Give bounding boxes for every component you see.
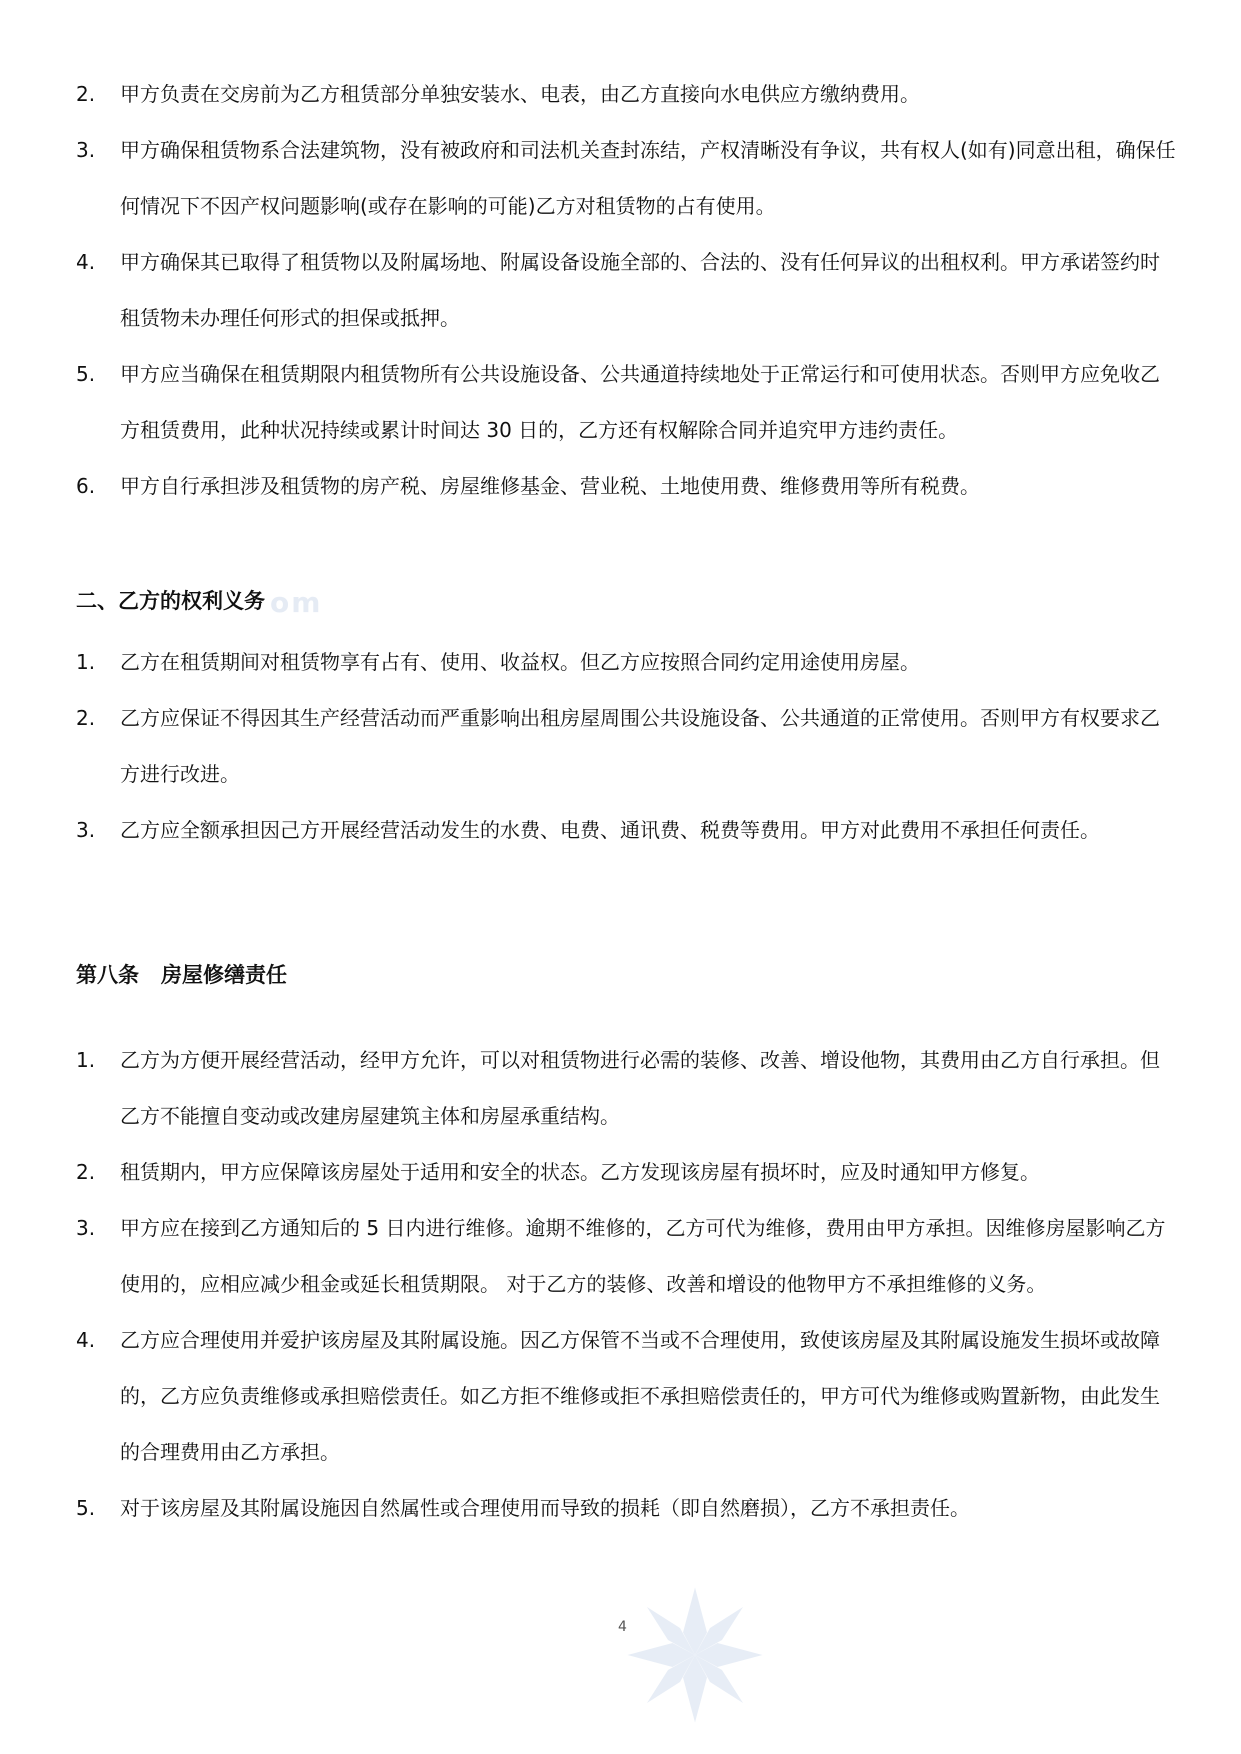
item-number: 2. — [76, 1160, 96, 1184]
list-item — [76, 346, 1176, 458]
article-title: 房屋修缮责任 — [161, 963, 287, 987]
list-item — [76, 234, 1176, 346]
party-b-obligations-list — [76, 634, 1176, 858]
list-item — [76, 458, 1176, 514]
item-number: 2. — [76, 706, 96, 730]
item-number: 3. — [76, 818, 96, 842]
item-text: 租赁期内，甲方应保障该房屋处于适用和安全的状态。乙方发现该房屋有损坏时，应及时通知甲方修复。 — [120, 1160, 1040, 1184]
list-item — [76, 1312, 1176, 1480]
article-number: 第八条 — [76, 963, 139, 987]
list-item — [76, 690, 1176, 802]
list-item — [76, 122, 1176, 234]
list-item — [76, 1200, 1176, 1312]
item-number: 5. — [76, 1496, 96, 1520]
list-item — [76, 1480, 1176, 1536]
item-text: 对于该房屋及其附属设施因自然属性或合理使用而导致的损耗（即自然磨损），乙方不承担责任。 — [120, 1496, 970, 1520]
section-heading-party-b: 二、乙方的权利义务 — [76, 589, 265, 613]
list-item — [76, 802, 1176, 858]
snowflake-watermark-icon — [620, 1580, 770, 1730]
item-number: 6. — [76, 474, 96, 498]
item-text: 甲方确保其已取得了租赁物以及附属场地、附属设备设施全部的、合法的、没有任何异议的出租权利。甲方承诺签约时租赁物未办理任何形式的担保或抵押。 — [120, 250, 1160, 330]
item-text: 乙方应全额承担因己方开展经营活动发生的水费、电费、通讯费、税费等费用。甲方对此费用不承担任何责任。 — [120, 818, 1100, 842]
item-number: 2. — [76, 82, 96, 106]
page-number: 4 — [618, 1619, 627, 1635]
list-item — [76, 1032, 1176, 1144]
article-heading — [76, 960, 287, 990]
item-text: 甲方应当确保在租赁期限内租赁物所有公共设施设备、公共通道持续地处于正常运行和可使用状态。否则甲方应免收乙方租赁费用，此种状况持续或累计时间达 30 日的，乙方还有权解除合同并追究甲方违约责任。 — [120, 362, 1160, 442]
item-number: 3. — [76, 1216, 96, 1240]
watermark-text: om — [270, 586, 323, 619]
item-text: 甲方确保租赁物系合法建筑物，没有被政府和司法机关查封冻结，产权清晰没有争议，共有权人(如有)同意出租，确保任何情况下不因产权问题影响(或存在影响的可能)乙方对租赁物的占有使用。 — [120, 138, 1176, 218]
item-text: 甲方应在接到乙方通知后的 5 日内进行维修。逾期不维修的，乙方可代为维修，费用由甲方承担。因维修房屋影响乙方使用的，应相应减少租金或延长租赁期限。 对于乙方的装修、改善和增设的他物甲方不承担维修的义务。 — [120, 1216, 1166, 1296]
item-text: 乙方为方便开展经营活动，经甲方允许，可以对租赁物进行必需的装修、改善、增设他物，其费用由乙方自行承担。但乙方不能擅自变动或改建房屋建筑主体和房屋承重结构。 — [120, 1048, 1160, 1128]
party-a-obligations-list — [76, 66, 1176, 514]
item-text: 乙方应合理使用并爱护该房屋及其附属设施。因乙方保管不当或不合理使用，致使该房屋及其附属设施发生损坏或故障的，乙方应负责维修或承担赔偿责任。如乙方拒不维修或拒不承担赔偿责任的，甲方可代为维修或购置新物，由此发生的合理费用由乙方承担。 — [120, 1328, 1160, 1464]
repair-responsibility-list — [76, 1032, 1176, 1536]
item-text: 乙方在租赁期间对租赁物享有占有、使用、收益权。但乙方应按照合同约定用途使用房屋。 — [120, 650, 920, 674]
list-item — [76, 634, 1176, 690]
item-number: 3. — [76, 138, 96, 162]
item-number: 1. — [76, 1048, 96, 1072]
item-text: 甲方自行承担涉及租赁物的房产税、房屋维修基金、营业税、土地使用费、维修费用等所有税费。 — [120, 474, 980, 498]
item-number: 4. — [76, 1328, 96, 1352]
item-text: 甲方负责在交房前为乙方租赁部分单独安装水、电表，由乙方直接向水电供应方缴纳费用。 — [120, 82, 920, 106]
item-text: 乙方应保证不得因其生产经营活动而严重影响出租房屋周围公共设施设备、公共通道的正常使用。否则甲方有权要求乙方进行改进。 — [120, 706, 1160, 786]
list-item — [76, 1144, 1176, 1200]
item-number: 5. — [76, 362, 96, 386]
item-number: 1. — [76, 650, 96, 674]
item-number: 4. — [76, 250, 96, 274]
list-item — [76, 66, 1176, 122]
